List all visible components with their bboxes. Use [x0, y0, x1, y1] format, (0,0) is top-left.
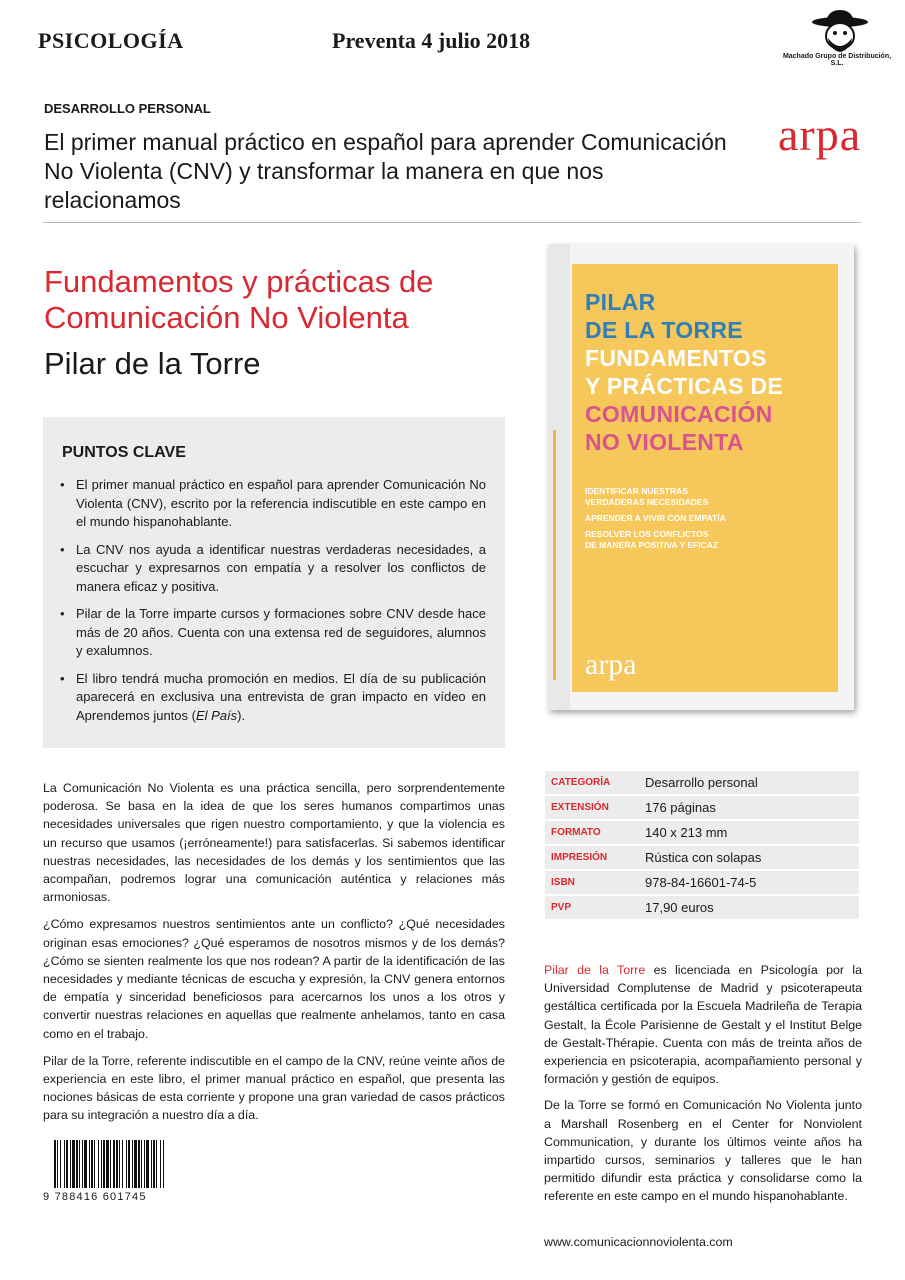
specs-row	[545, 796, 859, 819]
cover-subtitle	[585, 486, 785, 508]
barcode-bar	[126, 1140, 127, 1188]
book-title: Fundamentos y prácticas de Comunicación No Violenta	[44, 264, 434, 335]
book-author: Pilar de la Torre	[44, 346, 261, 381]
cover-subtitle	[585, 529, 785, 551]
barcode-bar	[106, 1140, 109, 1188]
cover-title-line: NO VIOLENTA	[585, 429, 744, 455]
specs-row	[545, 821, 859, 844]
specs-row	[545, 871, 859, 894]
presale-date: Preventa 4 julio 2018	[332, 28, 531, 53]
barcode-bar	[60, 1140, 61, 1188]
spec-value: 978-84-16601-74-5	[639, 871, 859, 894]
cover-publisher-logo: arpa	[585, 648, 637, 681]
author-bio	[544, 961, 862, 1214]
cover-subtitle-line: VERDADERAS NECESIDADES	[585, 497, 709, 507]
barcode-bar	[138, 1140, 140, 1188]
description-paragraph: ¿Cómo expresamos nuestros sentimientos ante un conflicto? ¿Qué necesidades originan esas emociones? ¿Qué esperamos de nosotros mismos y de los demás? ¿Cómo se sienten realmente los que nos rodean? A partir de la identificación de las necesidades y mediante técnicas de escucha y expresión, la CNV genera entornos de empatía y sinceridad beneficiosos para acercarnos los unos a los otros y convertir nuestras relaciones en aquellas que realmente anhelamos, tanto en casa como en el trabajo.	[43, 917, 505, 1041]
barcode-bar	[144, 1140, 145, 1188]
book-cover-spine	[548, 244, 570, 710]
barcode-bar	[79, 1140, 80, 1188]
spec-label: IMPRESIÓN	[545, 846, 639, 869]
cover-author-line: DE LA TORRE	[585, 317, 743, 343]
description-paragraph: Pilar de la Torre, referente indiscutible en el campo de la CNV, reúne veinte años de experiencia en este libro, el primer manual práctico en español, que presenta las nociones básicas de esta corriente y propone una gran variedad de casos prácticos para su integración a nuestro día a día.	[43, 1053, 505, 1123]
section-title: PSICOLOGÍA	[38, 28, 184, 53]
barcode-bar	[160, 1140, 161, 1188]
publisher-logo: arpa	[778, 109, 862, 160]
barcode-bar	[122, 1140, 123, 1188]
barcode-bar	[146, 1140, 149, 1188]
barcode-bar	[98, 1140, 99, 1188]
spec-label: EXTENSIÓN	[545, 796, 639, 819]
divider	[43, 222, 861, 223]
headline: El primer manual práctico en español para aprender Comunicación No Violenta (CNV) y transformar la manera en que nos relacionamos	[44, 129, 727, 213]
barcode-bar	[110, 1140, 111, 1188]
barcode-bar	[113, 1140, 115, 1188]
cover-title	[585, 344, 783, 400]
keypoint-item: • Pilar de la Torre imparte cursos y formaciones sobre CNV desde hace más de 20 años. Cuenta con una extensa red de seguidores, alumnos y exalumnos.	[60, 605, 486, 661]
barcode-bar	[134, 1140, 137, 1188]
cover-author-line: PILAR	[585, 289, 656, 315]
cover-title-accent	[585, 400, 773, 456]
barcode-bar	[101, 1140, 102, 1188]
bio-paragraph: De la Torre se formó en Comunicación No Violenta junto a Marshall Rosenberg en el Center for Nonviolent Communication, y durante los últimos veinte años ha impartido cursos, seminarios y talleres que le han permitido difundir esta práctica y consolidarse como la referente en este campo en el mundo hispanohablante.	[544, 1098, 862, 1204]
spec-label: FORMATO	[545, 821, 639, 844]
website-link[interactable]: www.comunicacionnoviolenta.com	[544, 1235, 733, 1249]
cover-title-line: Y PRÁCTICAS DE	[585, 373, 784, 399]
barcode-bar	[64, 1140, 65, 1188]
cover-subtitle: APRENDER A VIVIR CON EMPATÍA	[585, 513, 726, 523]
keypoint-item: • La CNV nos ayuda a identificar nuestras verdaderas necesidades, a escuchar y expresarnos con empatía y a resolver los conflictos de manera eficaz y positiva.	[60, 541, 486, 597]
barcode-bar	[156, 1140, 157, 1188]
book-cover-spine-accent	[553, 430, 556, 680]
barcode-bar	[54, 1140, 56, 1188]
spec-label: ISBN	[545, 871, 639, 894]
barcode-bar	[76, 1140, 78, 1188]
cover-subtitle-line: IDENTIFICAR NUESTRAS	[585, 486, 688, 496]
barcode-bar	[70, 1140, 71, 1188]
distributor-name: Machado Grupo de Distribución, S.L.	[782, 53, 892, 67]
keypoints-title: PUNTOS CLAVE	[62, 444, 186, 461]
bio-text: es licenciada en Psicología por la Universidad Complutense de Madrid y psicoterapeuta gestáltica certificada por la Escuela Madrileña de Terapia Gestalt, la École Parisienne de Gestalt y el Institut Belge de Gestalt-Thérapie. Cuenta con más de treinta años de experiencia en psicoterapia, acompañamiento personal y formación y gestión de equipos.	[544, 963, 862, 1087]
spec-value: Desarrollo personal	[639, 771, 859, 794]
category-kicker: DESARROLLO PERSONAL	[44, 101, 211, 116]
keypoint-text: El libro tendrá mucha promoción en medios. El día de su publicación aparecerá en exclusiva una entrevista de gran impacto en vídeo en Aprendemos juntos (El País).	[76, 670, 486, 723]
spec-value: Rústica con solapas	[639, 846, 859, 869]
cover-subtitles	[585, 486, 785, 556]
keypoint-item: • El primer manual práctico en español para aprender Comunicación No Violenta (CNV), escrito por la referencia indiscutible en este campo en el mundo hispanohablante.	[60, 476, 486, 532]
cover-subtitle-line: DE MANERA POSITIVA Y EFICAZ	[585, 540, 719, 550]
barcode-bar	[151, 1140, 152, 1188]
barcode-bar	[116, 1140, 118, 1188]
bio-author-name: Pilar de la Torre	[544, 963, 646, 977]
specs-row	[545, 771, 859, 794]
spec-label: PVP	[545, 896, 639, 919]
description	[43, 779, 505, 1134]
keypoint-item	[60, 670, 486, 726]
barcode-bar	[91, 1140, 93, 1188]
barcode-bar	[84, 1140, 87, 1188]
barcode-bar	[66, 1140, 68, 1188]
barcode-bar	[141, 1140, 142, 1188]
spec-value: 17,90 euros	[639, 896, 859, 919]
spec-label: CATEGORÍA	[545, 771, 639, 794]
barcode-bar	[94, 1140, 95, 1188]
specs-row	[545, 846, 859, 869]
barcode-bar	[163, 1140, 164, 1188]
barcode-bar	[128, 1140, 130, 1188]
barcode-bar	[57, 1140, 58, 1188]
specs-table	[545, 769, 859, 921]
spec-value: 140 x 213 mm	[639, 821, 859, 844]
barcode-bar	[82, 1140, 83, 1188]
bio-paragraph	[544, 961, 862, 1088]
cover-subtitle-line: RESOLVER LOS CONFLICTOS	[585, 529, 709, 539]
specs-row	[545, 896, 859, 919]
barcode-bar	[119, 1140, 120, 1188]
barcode-bar	[153, 1140, 155, 1188]
cover-title-line: COMUNICACIÓN	[585, 401, 773, 427]
barcode-bar	[89, 1140, 90, 1188]
keypoints-list	[60, 476, 486, 734]
cover-author	[585, 288, 743, 344]
barcode-number: 9 788416 601745	[43, 1191, 147, 1203]
cover-title-line: FUNDAMENTOS	[585, 345, 767, 371]
description-paragraph: La Comunicación No Violenta es una práctica sencilla, pero sorprendentemente poderosa. Se basa en la idea de que los seres humanos compartimos unas necesidades universales que rigen nuestro comportamiento, y que la violencia es un recurso que usamos (¡erróneamente!) para satisfacerlas. Si sabemos identificar nuestras necesidades, las necesidades de los demás y los sentimientos que las acompañan, podremos lograr una comunicación auténtica y relaciones más armoniosas.	[43, 781, 505, 905]
barcode-bar	[132, 1140, 133, 1188]
spec-value: 176 páginas	[639, 796, 859, 819]
barcode-bar	[72, 1140, 75, 1188]
barcode-bar	[103, 1140, 105, 1188]
